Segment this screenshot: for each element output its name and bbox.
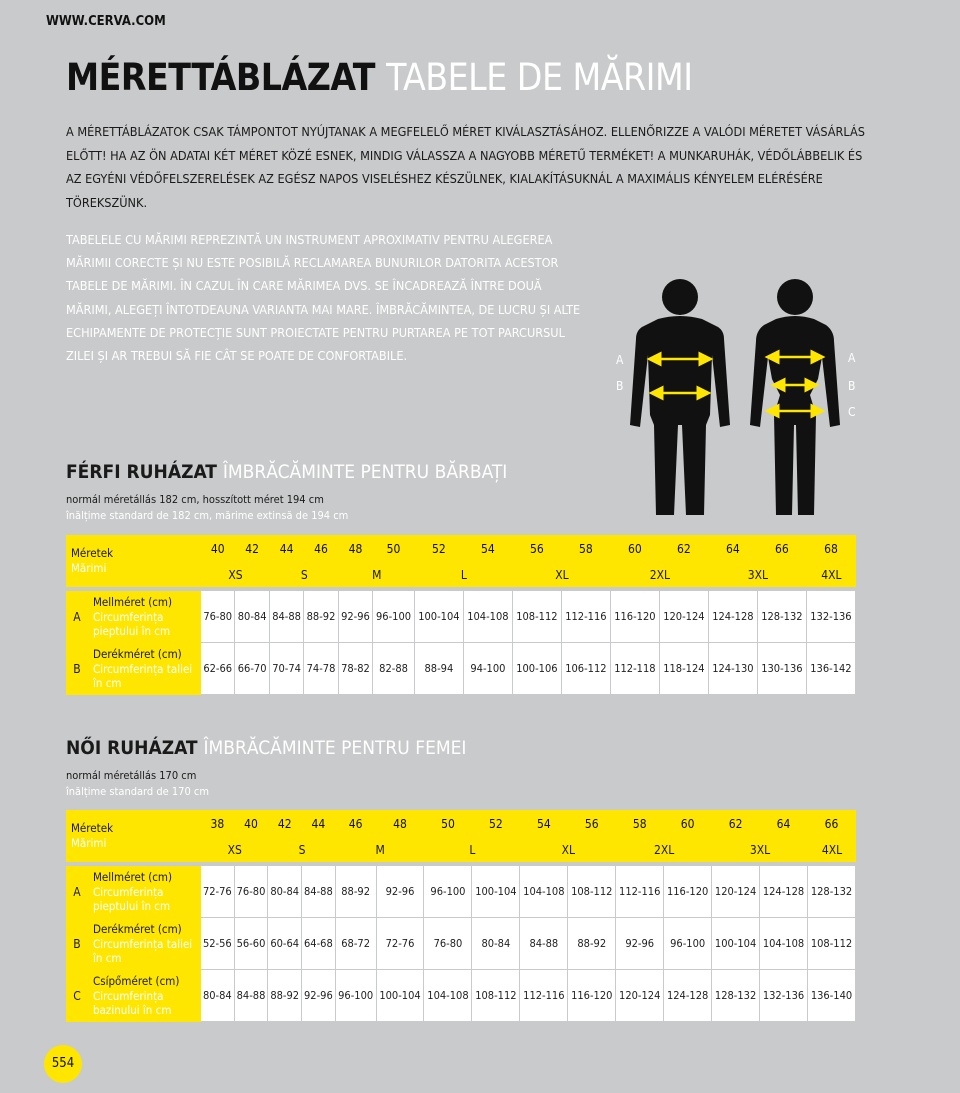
- women-letter-size: 2XL: [616, 838, 712, 862]
- measurement-value: 100-106: [513, 643, 562, 695]
- body-measurement-figures: [600, 275, 880, 525]
- measurement-value: 116-120: [611, 591, 660, 643]
- measurement-value: 76-80: [235, 866, 269, 918]
- measurement-label: [88, 643, 201, 695]
- table-row: [66, 591, 856, 643]
- measurement-value: 108-112: [808, 918, 856, 970]
- measurement-value: 112-116: [520, 970, 568, 1022]
- measurement-value: 88-92: [568, 918, 616, 970]
- measurement-value: 128-132: [758, 591, 807, 643]
- measurement-value: 92-96: [339, 591, 373, 643]
- men-size-header: 40: [201, 535, 235, 563]
- men-size-header: 66: [758, 535, 807, 563]
- measurement-value: 120-124: [616, 970, 664, 1022]
- measurement-value: 124-128: [709, 591, 758, 643]
- measurement-value: 76-80: [424, 918, 472, 970]
- page-title-ro: TABELE DE MĂRIMI: [386, 56, 693, 99]
- body-silhouettes-icon: [600, 275, 880, 525]
- measurement-value: 56-60: [235, 918, 269, 970]
- women-height-hu: normál méretállás 170 cm: [66, 769, 197, 782]
- women-section-title: [66, 737, 466, 759]
- intro-text-hu: A MÉRETTÁBLÁZATOK CSAK TÁMPONTOT NYÚJTANAK A MEGFELELŐ MÉRET KIVÁLASZTÁSÁHOZ. ELLENŐRIZZE A VALÓDI MÉRETET VÁSÁRLÁS ELŐTT! HA AZ ÖN ADATAI KÉT MÉRET KÖZÉ ESNEK, MINDIG VÁLASSZA A NAGYOBB MÉRETŰ TERMÉKET! A MUNKARUHÁK, VÉDŐLÁBBELIK ÉS AZ EGYÉNI VÉDŐFELSZERELÉSEK AZ EGÉSZ NAPOS VISELÉSHEZ KÉSZÜLNEK, KIALAKÍTÁSUKNÁL A MAXIMÁLIS KÉNYELEM ELÉRÉSÉRE TÖREKSZÜNK.: [66, 124, 865, 210]
- measurement-value: 74-78: [304, 643, 338, 695]
- men-size-header: 42: [235, 535, 269, 563]
- women-size-header: 38: [201, 810, 235, 838]
- measurement-value: 108-112: [472, 970, 520, 1022]
- table-row: [66, 866, 856, 918]
- women-size-header: 42: [268, 810, 302, 838]
- measurement-label: [88, 970, 201, 1022]
- women-size-table: [66, 810, 856, 1022]
- header-hu: Méretek: [71, 546, 114, 560]
- measurement-value: 120-124: [660, 591, 709, 643]
- women-size-header: 66: [808, 810, 856, 838]
- measurement-value: 124-128: [664, 970, 712, 1022]
- measurement-value: 80-84: [268, 866, 302, 918]
- measurement-value: 96-100: [664, 918, 712, 970]
- measurement-value: 112-116: [562, 591, 611, 643]
- measurement-value: 82-88: [373, 643, 415, 695]
- measurement-value: 70-74: [270, 643, 304, 695]
- measurement-value: 116-120: [664, 866, 712, 918]
- women-height-note: [66, 768, 209, 800]
- measurement-label-ro: Circumferința taliei în cm: [93, 661, 193, 691]
- women-letter-size: M: [336, 838, 425, 862]
- female-label-c: C: [848, 405, 856, 419]
- female-label-b: B: [848, 379, 856, 393]
- measurement-value: 78-82: [339, 643, 373, 695]
- men-size-header: 56: [513, 535, 562, 563]
- measurement-value: 118-124: [660, 643, 709, 695]
- measurement-value: 88-92: [304, 591, 338, 643]
- measurement-value: 100-104: [415, 591, 464, 643]
- measurement-label-hu: Mellméret (cm): [93, 595, 173, 610]
- measurement-letter: A: [66, 866, 88, 918]
- measurement-label: [88, 591, 201, 643]
- measurement-value: 64-68: [302, 918, 336, 970]
- measurement-value: 136-140: [808, 970, 856, 1022]
- women-size-header: 46: [336, 810, 377, 838]
- measurement-value: 60-64: [268, 918, 302, 970]
- measurement-value: 80-84: [472, 918, 520, 970]
- women-size-header: 50: [424, 810, 472, 838]
- measurement-value: 66-70: [235, 643, 269, 695]
- measurement-value: 108-112: [568, 866, 616, 918]
- men-height-ro: înălțime standard de 182 cm, mărime extinsă de 194 cm: [66, 509, 349, 522]
- measurement-value: 124-128: [760, 866, 808, 918]
- women-letter-size: L: [424, 838, 520, 862]
- women-size-header: 54: [520, 810, 568, 838]
- measurement-value: 76-80: [201, 591, 235, 643]
- men-letter-size: 3XL: [709, 563, 807, 587]
- female-silhouette-icon: [750, 279, 840, 515]
- measurement-value: 132-136: [760, 970, 808, 1022]
- women-letter-size: 4XL: [808, 838, 856, 862]
- measurement-value: 120-124: [712, 866, 760, 918]
- measurement-value: 92-96: [616, 918, 664, 970]
- women-size-header: 58: [616, 810, 664, 838]
- measurement-value: 88-94: [415, 643, 464, 695]
- men-size-table: [66, 535, 856, 695]
- page-number: 554: [44, 1045, 82, 1083]
- measurement-label-ro: Circumferința bazinului în cm: [93, 988, 172, 1018]
- men-size-header: 60: [611, 535, 660, 563]
- women-size-header: 48: [377, 810, 425, 838]
- women-size-header: 44: [302, 810, 336, 838]
- measurement-value: 52-56: [201, 918, 235, 970]
- measurement-value: 84-88: [302, 866, 336, 918]
- measurement-letter: A: [66, 591, 88, 643]
- men-letter-size: M: [339, 563, 415, 587]
- measurement-value: 104-108: [464, 591, 513, 643]
- table-row: [66, 643, 856, 695]
- measurement-value: 92-96: [302, 970, 336, 1022]
- women-size-header: 56: [568, 810, 616, 838]
- measurement-value: 84-88: [235, 970, 269, 1022]
- men-letter-size: S: [270, 563, 339, 587]
- measurement-value: 132-136: [807, 591, 856, 643]
- measurement-value: 94-100: [464, 643, 513, 695]
- measurement-label: [88, 866, 201, 918]
- women-size-header: 40: [235, 810, 269, 838]
- measurement-value: 96-100: [424, 866, 472, 918]
- measurement-value: 96-100: [373, 591, 415, 643]
- measurement-value: 68-72: [336, 918, 377, 970]
- male-silhouette-icon: [630, 279, 730, 515]
- measurement-letter: B: [66, 643, 88, 695]
- women-letter-size: 3XL: [712, 838, 808, 862]
- header-ro: Mărimi: [71, 561, 107, 575]
- women-letter-size: XL: [520, 838, 616, 862]
- measurement-value: 112-118: [611, 643, 660, 695]
- men-size-header: 44: [270, 535, 304, 563]
- measurement-value: 88-92: [268, 970, 302, 1022]
- measurement-value: 80-84: [201, 970, 235, 1022]
- men-header-label: [66, 535, 201, 587]
- men-size-header: 50: [373, 535, 415, 563]
- men-size-header: 68: [807, 535, 856, 563]
- measurement-value: 104-108: [424, 970, 472, 1022]
- measurement-value: 130-136: [758, 643, 807, 695]
- measurement-value: 104-108: [520, 866, 568, 918]
- measurement-value: 96-100: [336, 970, 377, 1022]
- measurement-letter: B: [66, 918, 88, 970]
- men-letter-size: 4XL: [807, 563, 856, 587]
- male-label-a: A: [616, 353, 624, 367]
- measurement-label-hu: Derékméret (cm): [93, 922, 182, 937]
- men-size-header: 64: [709, 535, 758, 563]
- men-height-note: [66, 492, 348, 524]
- measurement-value: 72-76: [377, 918, 425, 970]
- male-label-b: B: [616, 379, 624, 393]
- women-size-header: 64: [760, 810, 808, 838]
- header-hu: Méretek: [71, 821, 114, 835]
- measurement-label-hu: Mellméret (cm): [93, 870, 173, 885]
- measurement-value: 128-132: [712, 970, 760, 1022]
- measurement-value: 124-130: [709, 643, 758, 695]
- women-letter-size: XS: [201, 838, 268, 862]
- measurement-label-hu: Derékméret (cm): [93, 647, 182, 662]
- women-size-header: 62: [712, 810, 760, 838]
- measurement-value: 88-92: [336, 866, 377, 918]
- female-label-a: A: [848, 351, 856, 365]
- men-letter-size: XS: [201, 563, 270, 587]
- men-size-header: 54: [464, 535, 513, 563]
- measurement-value: 136-142: [807, 643, 856, 695]
- measurement-value: 84-88: [520, 918, 568, 970]
- women-letter-size: S: [268, 838, 335, 862]
- header-ro: Mărimi: [71, 836, 107, 850]
- measurement-value: 80-84: [235, 591, 269, 643]
- measurement-value: 92-96: [377, 866, 425, 918]
- men-size-header: 52: [415, 535, 464, 563]
- men-letter-size: 2XL: [611, 563, 709, 587]
- measurement-value: 116-120: [568, 970, 616, 1022]
- measurement-label-ro: Circumferința taliei în cm: [93, 936, 193, 966]
- measurement-label-ro: Circumferința pieptului în cm: [93, 609, 171, 639]
- measurement-value: 112-116: [616, 866, 664, 918]
- measurement-value: 100-104: [712, 918, 760, 970]
- measurement-value: 128-132: [808, 866, 856, 918]
- measurement-letter: C: [66, 970, 88, 1022]
- measurement-value: 72-76: [201, 866, 235, 918]
- men-size-header: 46: [304, 535, 338, 563]
- table-row: [66, 918, 856, 970]
- site-url[interactable]: WWW.CERVA.COM: [46, 14, 166, 29]
- measurement-value: 104-108: [760, 918, 808, 970]
- men-title-ro: ÎMBRĂCĂMINTE PENTRU BĂRBAȚI: [222, 461, 508, 483]
- women-header-label: [66, 810, 201, 862]
- page-title-hu: MÉRETTÁBLÁZAT: [66, 56, 375, 99]
- table-row: [66, 970, 856, 1022]
- measurement-label-ro: Circumferința pieptului în cm: [93, 884, 171, 914]
- women-size-header: 60: [664, 810, 712, 838]
- measurement-value: 62-66: [201, 643, 235, 695]
- men-size-header: 48: [339, 535, 373, 563]
- women-size-header: 52: [472, 810, 520, 838]
- women-title-ro: ÎMBRĂCĂMINTE PENTRU FEMEI: [203, 737, 467, 759]
- measurement-value: 106-112: [562, 643, 611, 695]
- men-title-hu: FÉRFI RUHÁZAT: [66, 461, 217, 483]
- measurement-label-hu: Csípőméret (cm): [93, 974, 180, 989]
- intro-text-ro: TABELELE CU MĂRIMI REPREZINTĂ UN INSTRUMENT APROXIMATIV PENTRU ALEGEREA MĂRIMII CORECTE ȘI NU ESTE POSIBILĂ RECLAMAREA BUNURILOR DATORITA ACESTOR TABELE DE MĂRIMI. ÎN CAZUL ÎN CARE MĂRIMEA DVS. SE ÎNCADREAZĂ ÎNTRE DOUĂ MĂRIMI, ALEGEȚI ÎNTOTDEAUNA VARIANTA MAI MARE. ÎMBRĂCĂMINTEA, DE LUCRU ȘI ALTE ECHIPAMENTE DE PROTECȚIE SUNT PROIECTATE PENTRU PURTAREA PE TOT PARCURSUL ZILEI ȘI AR TREBUI SĂ FIE CÂT SE POATE DE CONFORTABILE.: [66, 232, 581, 364]
- page-title: [66, 56, 693, 99]
- women-height-ro: înălțime standard de 170 cm: [66, 785, 209, 798]
- measurement-label: [88, 918, 201, 970]
- measurement-value: 108-112: [513, 591, 562, 643]
- measurement-value: 84-88: [270, 591, 304, 643]
- measurement-value: 100-104: [377, 970, 425, 1022]
- men-letter-size: L: [415, 563, 513, 587]
- men-height-hu: normál méretállás 182 cm, hosszított méret 194 cm: [66, 493, 324, 506]
- men-size-header: 62: [660, 535, 709, 563]
- men-section-title: [66, 461, 507, 483]
- men-letter-size: XL: [513, 563, 611, 587]
- men-size-header: 58: [562, 535, 611, 563]
- measurement-value: 100-104: [472, 866, 520, 918]
- women-title-hu: NŐI RUHÁZAT: [66, 737, 198, 759]
